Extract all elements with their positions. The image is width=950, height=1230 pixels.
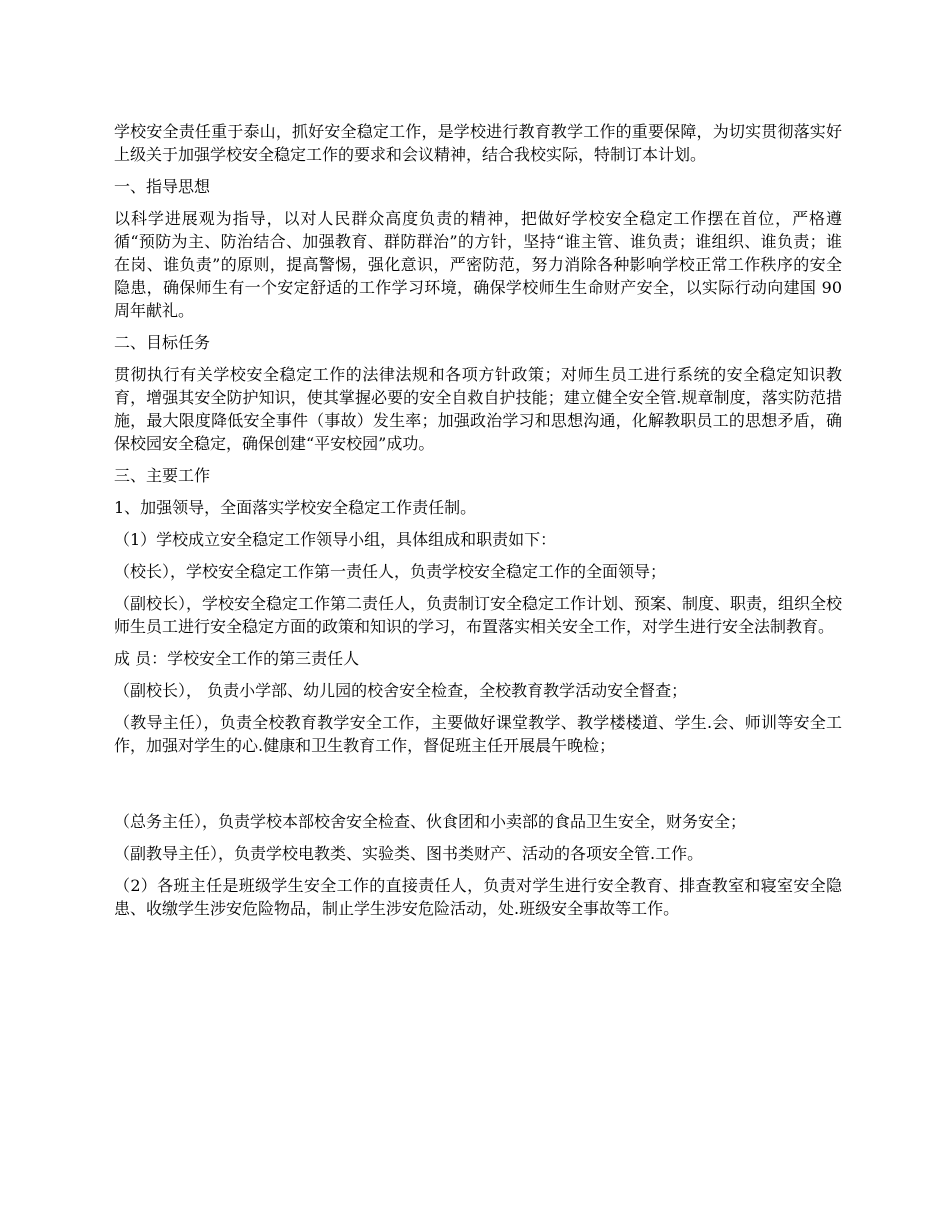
principal-duty: （校长），学校安全稳定工作第一责任人，负责学校安全稳定工作的全面领导； bbox=[114, 562, 667, 581]
leadership-group-intro: （1）学校成立安全稳定工作领导小组，具体组成和职责如下： bbox=[114, 530, 557, 549]
vice-dean-duty: （副教导主任），负责学校电教类、实验类、图书类财产、活动的各项安全管.工作。 bbox=[114, 844, 704, 863]
heading-main-work: 三、主要工作 bbox=[114, 466, 211, 485]
heading-goals-tasks: 二、目标任务 bbox=[114, 333, 211, 352]
goals-tasks-paragraph: 贯彻执行有关学校安全稳定工作的法律法规和各项方针政策；对师生员工进行系统的安全稳定知识教育，增强其安全防护知识，使其掌握必要的安全自救自护技能；建立健全安全管.规章制度，落实防范措施，最大限度降低安全事件（事故）发生率；加强政治学习和思想沟通，化解教职员工的思想矛盾，确保校园安全稳定，确保创建“平安校园”成功。 bbox=[114, 365, 842, 453]
vice-principal-primary-duty: （副校长）， 负责小学部、幼儿园的校舍安全检查，全校教育教学活动安全督查； bbox=[114, 681, 688, 700]
main-work-item-1: 1、加强领导，全面落实学校安全稳定工作责任制。 bbox=[114, 498, 477, 517]
page-gap bbox=[114, 766, 842, 810]
document-page bbox=[114, 120, 842, 929]
vice-principal-duty: （副校长），学校安全稳定工作第二责任人，负责制订安全稳定工作计划、预案、制度、职责，组织全校师生员工进行安全稳定方面的政策和知识的学习，布置落实相关安全工作，对学生进行安全法制教育。 bbox=[114, 594, 843, 636]
intro-paragraph: 学校安全责任重于泰山，抓好安全稳定工作，是学校进行教育教学工作的重要保障，为切实贯彻落实好上级关于加强学校安全稳定工作的要求和会议精神，结合我校实际，特制订本计划。 bbox=[114, 122, 842, 164]
class-teacher-duty: （2）各班主任是班级学生安全工作的直接责任人，负责对学生进行安全教育、排查教室和寝室安全隐患、收缴学生涉安危险物品，制止学生涉安危险活动，处.班级安全事故等工作。 bbox=[114, 876, 842, 918]
guiding-ideology-paragraph: 以科学进展观为指导，以对人民群众高度负责的精神，把做好学校安全稳定工作摆在首位，严格遵循“预防为主、防治结合、加强教育、群防群治”的方针，坚持“谁主管、谁负责；谁组织、谁负责；谁在岗、谁负责”的原则，提高警惕，强化意识，严密防范，努力消除各种影响学校正常工作秩序的安全隐患，确保师生有一个安定舒适的工作学习环境，确保学校师生生命财产安全，以实际行动向建国 90 周年献礼。 bbox=[114, 209, 842, 320]
general-affairs-duty: （总务主任），负责学校本部校舍安全检查、伙食团和小卖部的食品卫生安全，财务安全； bbox=[114, 812, 747, 831]
dean-duty: （教导主任），负责全校教育教学安全工作，主要做好课堂教学、教学楼楼道、学生.会、师训等安全工作，加强对学生的心.健康和卫生教育工作，督促班主任开展晨午晚检； bbox=[114, 713, 842, 755]
members-line: 成 员：学校安全工作的第三责任人 bbox=[114, 649, 360, 668]
heading-guiding-ideology: 一、指导思想 bbox=[114, 177, 211, 196]
